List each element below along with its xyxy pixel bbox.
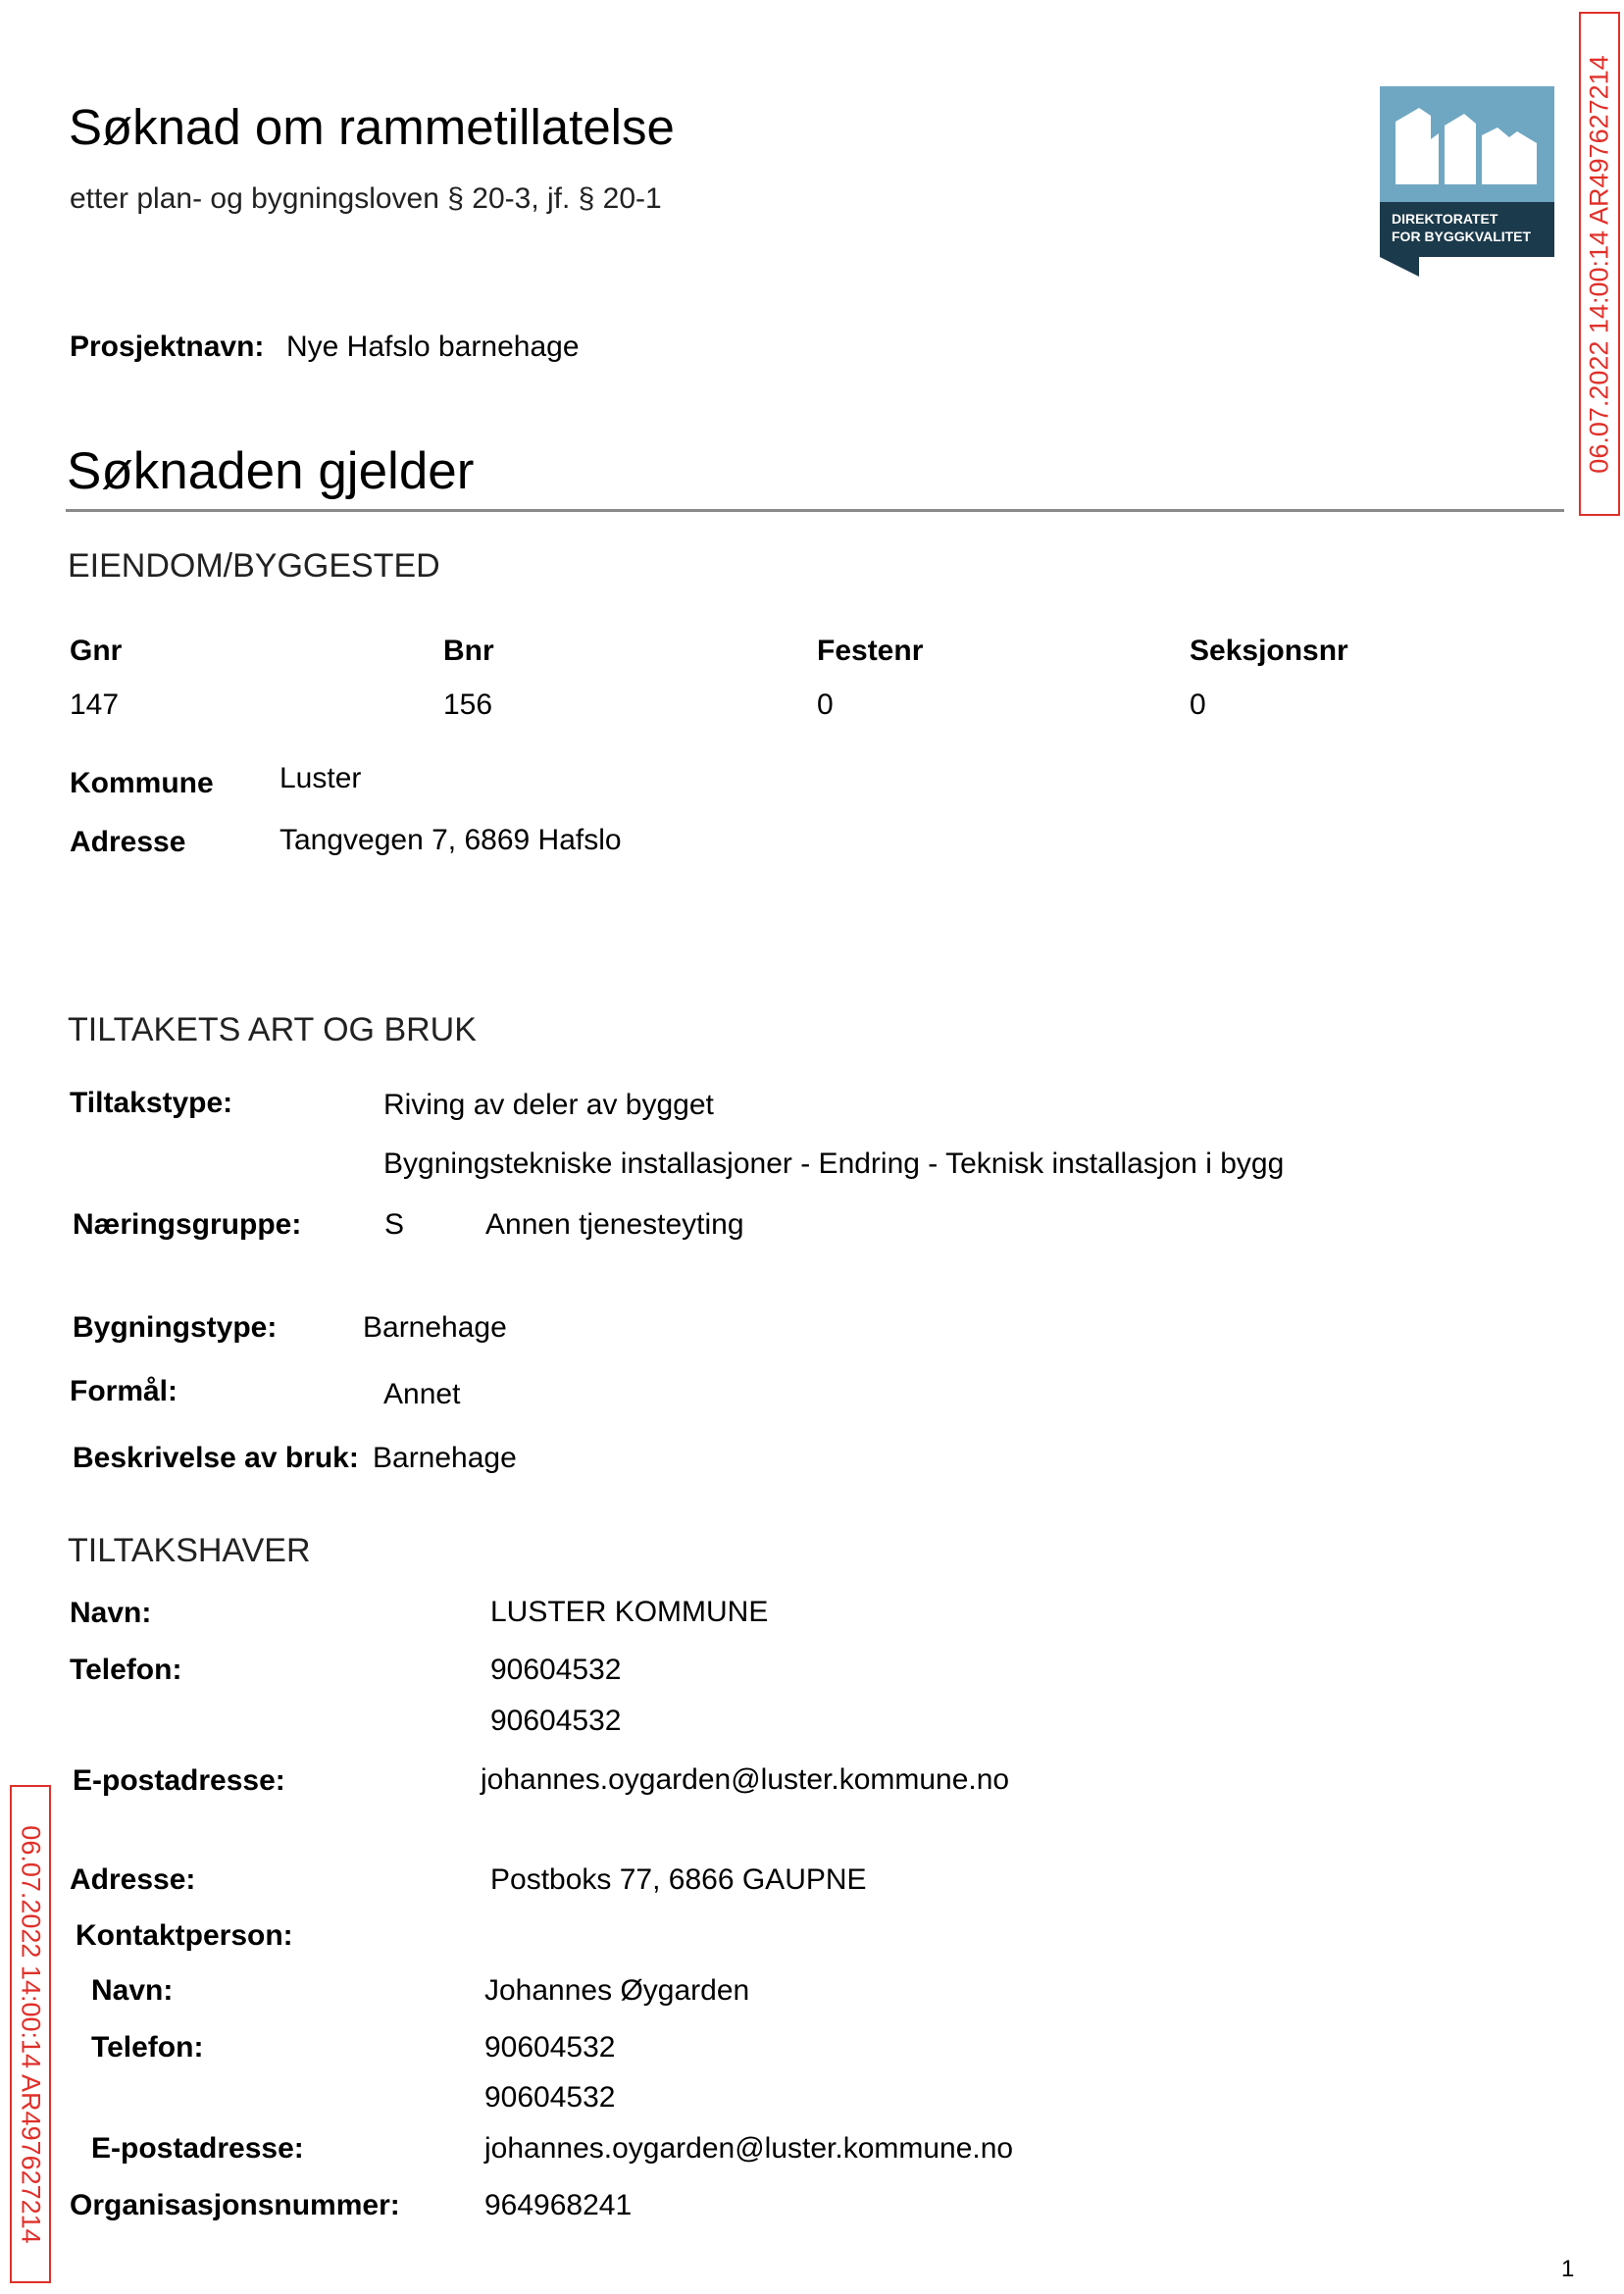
bnr-label: Bnr bbox=[443, 635, 494, 667]
property-heading: EIENDOM/BYGGESTED bbox=[68, 547, 440, 585]
orgnr-value: 964968241 bbox=[484, 2189, 633, 2221]
logo-text-line2: FOR BYGGKVALITET bbox=[1392, 229, 1532, 244]
page-number: 1 bbox=[1561, 2256, 1575, 2282]
kp-telefon-value-1: 90604532 bbox=[484, 2031, 616, 2064]
tiltakstype-value-2: Bygningstekniske installasjoner - Endring - Teknisk installasjon i bygg bbox=[383, 1147, 1285, 1180]
stamp-bottom-text: 06.07.2022 14:00:14 AR497627214 bbox=[16, 1824, 46, 2244]
logo-text-line1: DIREKTORATET bbox=[1392, 211, 1498, 227]
adresse-label: Adresse bbox=[70, 826, 186, 858]
th-adresse-value: Postboks 77, 6866 GAUPNE bbox=[490, 1863, 867, 1896]
tiltakstype-value-1: Riving av deler av bygget bbox=[383, 1089, 714, 1121]
festenr-value: 0 bbox=[817, 688, 834, 721]
kp-telefon-label: Telefon: bbox=[91, 2031, 204, 2064]
bygningstype-value: Barnehage bbox=[363, 1311, 507, 1344]
kontaktperson-label: Kontaktperson: bbox=[76, 1919, 293, 1952]
kp-navn-label: Navn: bbox=[91, 1974, 174, 2007]
th-epost-value: johannes.oygarden@luster.kommune.no bbox=[481, 1763, 1010, 1796]
seksjonsnr-label: Seksjonsnr bbox=[1190, 635, 1348, 667]
formal-label: Formål: bbox=[70, 1375, 178, 1407]
th-navn-label: Navn: bbox=[70, 1597, 152, 1629]
dibk-logo bbox=[1380, 86, 1554, 277]
timestamp-stamp-bottom bbox=[10, 1785, 51, 2283]
kp-epost-label: E-postadresse: bbox=[91, 2132, 304, 2165]
document-subtitle: etter plan- og bygningsloven § 20-3, jf. § 20-1 bbox=[70, 182, 662, 215]
kp-epost-value: johannes.oygarden@luster.kommune.no bbox=[484, 2132, 1014, 2165]
project-label: Prosjektnavn: bbox=[70, 331, 265, 363]
gnr-value: 147 bbox=[70, 688, 120, 721]
th-telefon-label: Telefon: bbox=[70, 1654, 182, 1686]
kommune-value: Luster bbox=[279, 762, 362, 794]
kp-navn-value: Johannes Øygarden bbox=[484, 1974, 750, 2007]
th-epost-label: E-postadresse: bbox=[73, 1764, 285, 1797]
beskrivelse-label: Beskrivelse av bruk: bbox=[73, 1442, 359, 1474]
bygningstype-label: Bygningstype: bbox=[73, 1311, 278, 1344]
th-telefon-value-2: 90604532 bbox=[490, 1705, 622, 1737]
seksjonsnr-value: 0 bbox=[1190, 688, 1206, 721]
naeringsgruppe-label: Næringsgruppe: bbox=[73, 1208, 302, 1241]
section-divider bbox=[66, 509, 1564, 512]
naeringsgruppe-value: Annen tjenesteyting bbox=[485, 1208, 744, 1241]
kp-telefon-value-2: 90604532 bbox=[484, 2081, 616, 2114]
tiltakshaver-heading: TILTAKSHAVER bbox=[68, 1532, 311, 1569]
gnr-label: Gnr bbox=[70, 635, 123, 667]
th-navn-value: LUSTER KOMMUNE bbox=[490, 1596, 769, 1628]
kommune-label: Kommune bbox=[70, 767, 214, 799]
naeringsgruppe-code: S bbox=[384, 1208, 405, 1241]
bnr-value: 156 bbox=[443, 688, 493, 721]
document-title: Søknad om rammetillatelse bbox=[69, 99, 675, 155]
tiltak-heading: TILTAKETS ART OG BRUK bbox=[68, 1011, 477, 1048]
formal-value: Annet bbox=[383, 1378, 461, 1410]
tiltakstype-label: Tiltakstype: bbox=[70, 1087, 233, 1119]
beskrivelse-value: Barnehage bbox=[373, 1442, 517, 1474]
th-telefon-value-1: 90604532 bbox=[490, 1654, 622, 1686]
festenr-label: Festenr bbox=[817, 635, 924, 667]
th-adresse-label: Adresse: bbox=[70, 1863, 196, 1896]
timestamp-stamp-top bbox=[1579, 12, 1620, 516]
stamp-top-text: 06.07.2022 14:00:14 AR497627214 bbox=[1584, 54, 1614, 474]
project-value: Nye Hafslo barnehage bbox=[286, 331, 580, 363]
adresse-value: Tangvegen 7, 6869 Hafslo bbox=[279, 824, 622, 856]
section-title: Søknaden gjelder bbox=[67, 442, 475, 500]
orgnr-label: Organisasjonsnummer: bbox=[70, 2189, 400, 2221]
